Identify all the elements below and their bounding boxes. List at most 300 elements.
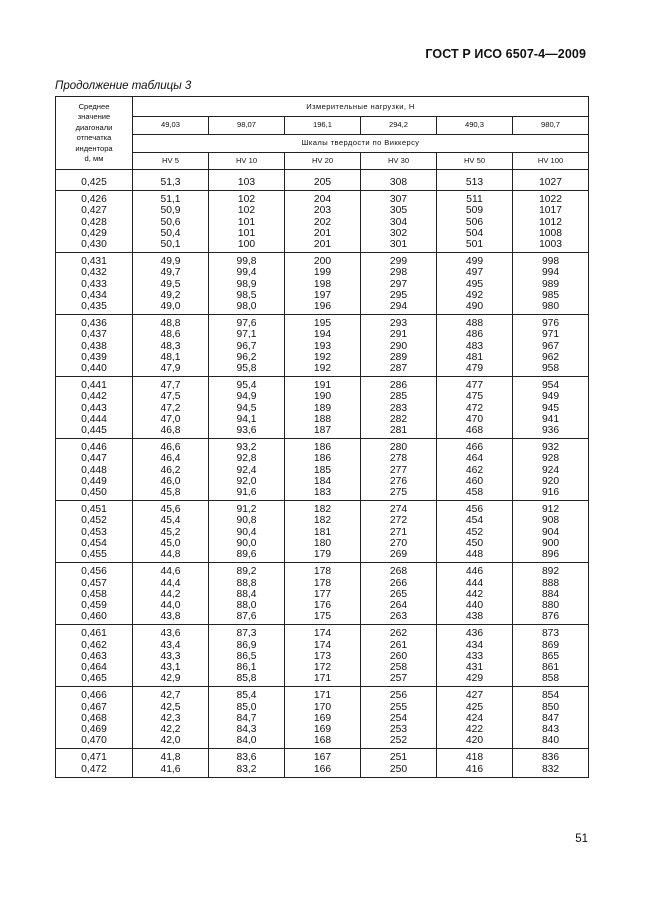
hardness-value: 98,9	[236, 278, 257, 290]
diagonal-header-line: диагонали	[75, 122, 113, 132]
hardness-value: 200	[313, 256, 332, 268]
hardness-cell	[285, 315, 361, 377]
hardness-value: 896	[541, 549, 560, 561]
diagonal-value: 0,436	[81, 318, 107, 330]
hardness-value: 205	[313, 177, 332, 188]
hardness-cell	[437, 377, 513, 439]
hardness-value: 980	[541, 301, 560, 313]
hardness-value: 177	[313, 588, 332, 600]
hardness-value: 86,9	[236, 639, 257, 651]
hardness-value: 201	[313, 239, 332, 251]
hardness-value: 47,5	[160, 391, 181, 403]
hardness-value: 294	[389, 301, 408, 313]
hardness-value: 87,6	[236, 611, 257, 623]
hardness-cell	[513, 563, 589, 625]
hardness-value: 44,6	[160, 566, 181, 578]
hardness-value: 495	[465, 278, 484, 290]
scale-label: HV 100	[513, 152, 589, 169]
hardness-value: 900	[541, 537, 560, 549]
hardness-value: 499	[465, 256, 484, 268]
hardness-value: 962	[541, 351, 560, 363]
hardness-value: 269	[389, 549, 408, 561]
diagonal-value: 0,425	[81, 177, 107, 188]
scales-title: Шкалы твердости по Виккерсу	[133, 134, 589, 152]
hardness-value: 967	[541, 340, 560, 352]
hardness-value: 263	[389, 611, 408, 623]
hardness-value: 90,0	[236, 537, 257, 549]
diagonal-value: 0,453	[81, 526, 107, 538]
diagonal-value: 0,433	[81, 278, 107, 290]
hardness-cell	[437, 749, 513, 777]
diagonal-value: 0,450	[81, 487, 107, 499]
hardness-value: 199	[313, 267, 332, 279]
load-value: 98,07	[209, 117, 285, 134]
hardness-value: 175	[313, 611, 332, 623]
diagonal-value: 0,464	[81, 661, 107, 673]
diagonal-value: 0,457	[81, 577, 107, 589]
hardness-value: 45,8	[160, 487, 181, 499]
hardness-cell	[209, 377, 285, 439]
hardness-value: 257	[389, 673, 408, 685]
hardness-value: 84,3	[236, 723, 257, 735]
scale-label: HV 30	[361, 152, 437, 169]
hardness-value: 436	[465, 628, 484, 640]
hardness-value: 166	[313, 763, 332, 775]
hardness-cell	[133, 315, 209, 377]
hardness-value: 1003	[539, 239, 562, 251]
hardness-cell	[513, 625, 589, 687]
diagonal-value: 0,467	[81, 701, 107, 713]
hardness-value: 46,8	[160, 425, 181, 437]
hardness-value: 251	[389, 752, 408, 764]
hardness-value: 43,1	[160, 661, 181, 673]
hardness-value: 196	[313, 301, 332, 313]
hardness-value: 836	[541, 752, 560, 764]
hardness-value: 100	[237, 239, 256, 251]
hardness-cell	[285, 439, 361, 501]
hardness-value: 203	[313, 205, 332, 217]
hardness-value: 98,5	[236, 289, 257, 301]
hardness-value: 488	[465, 318, 484, 330]
hardness-cell	[285, 563, 361, 625]
hardness-cell	[285, 749, 361, 777]
hardness-value: 268	[389, 566, 408, 578]
hardness-cell	[133, 625, 209, 687]
hardness-value: 448	[465, 549, 484, 561]
diagonal-value: 0,445	[81, 425, 107, 437]
diagonal-value: 0,427	[81, 205, 107, 217]
table-row-group	[56, 687, 589, 749]
hardness-value: 302	[389, 227, 408, 239]
hardness-value: 299	[389, 256, 408, 268]
hardness-value: 192	[313, 351, 332, 363]
hardness-value: 85,4	[236, 690, 257, 702]
hardness-value: 102	[237, 194, 256, 206]
hardness-value: 490	[465, 301, 484, 313]
hardness-value: 86,5	[236, 650, 257, 662]
hardness-cell	[513, 253, 589, 315]
hardness-cell	[133, 377, 209, 439]
hardness-cell	[513, 749, 589, 777]
hardness-value: 291	[389, 329, 408, 341]
diagonal-value: 0,429	[81, 227, 107, 239]
hardness-value: 44,4	[160, 577, 181, 589]
hardness-cell	[513, 174, 589, 191]
hardness-value: 94,1	[236, 413, 257, 425]
hardness-value: 42,0	[160, 735, 181, 747]
hardness-value: 98,0	[236, 301, 257, 313]
hardness-value: 420	[465, 735, 484, 747]
hardness-value: 438	[465, 611, 484, 623]
diagonal-value: 0,434	[81, 289, 107, 301]
hardness-value: 504	[465, 227, 484, 239]
hardness-value: 958	[541, 363, 560, 375]
diagonal-value: 0,435	[81, 301, 107, 313]
hardness-value: 48,1	[160, 351, 181, 363]
hardness-value: 51,3	[160, 177, 181, 188]
diagonal-value: 0,451	[81, 504, 107, 516]
diagonal-value: 0,468	[81, 712, 107, 724]
hardness-value: 454	[465, 515, 484, 527]
hardness-value: 174	[313, 639, 332, 651]
loads-title: Измерительные нагрузки, Н	[133, 97, 589, 117]
hardness-value: 908	[541, 515, 560, 527]
hardness-value: 865	[541, 650, 560, 662]
hardness-cell	[361, 749, 437, 777]
hardness-value: 932	[541, 442, 560, 454]
diagonal-cell	[56, 253, 133, 315]
hardness-cell	[285, 253, 361, 315]
hardness-value: 481	[465, 351, 484, 363]
hardness-value: 971	[541, 329, 560, 341]
hardness-value: 486	[465, 329, 484, 341]
hardness-value: 876	[541, 611, 560, 623]
diagonal-header-line: d, мм	[84, 154, 104, 163]
hardness-value: 912	[541, 504, 560, 516]
hardness-value: 176	[313, 599, 332, 611]
hardness-value: 920	[541, 475, 560, 487]
hardness-value: 192	[313, 363, 332, 375]
hardness-value: 924	[541, 464, 560, 476]
hardness-value: 254	[389, 712, 408, 724]
hardness-value: 45,0	[160, 537, 181, 549]
hardness-value: 271	[389, 526, 408, 538]
hardness-value: 858	[541, 673, 560, 685]
hardness-value: 458	[465, 487, 484, 499]
hardness-cell	[285, 174, 361, 191]
hardness-value: 869	[541, 639, 560, 651]
hardness-value: 475	[465, 391, 484, 403]
hardness-value: 172	[313, 661, 332, 673]
hardness-cell	[285, 377, 361, 439]
hardness-value: 431	[465, 661, 484, 673]
hardness-value: 501	[465, 239, 484, 251]
diagonal-value: 0,461	[81, 628, 107, 640]
table-row-group	[56, 315, 589, 377]
hardness-cell	[513, 377, 589, 439]
hardness-value: 49,5	[160, 278, 181, 290]
diagonal-value: 0,454	[81, 537, 107, 549]
hardness-value: 45,2	[160, 526, 181, 538]
hardness-value: 511	[466, 194, 483, 206]
diagonal-cell	[56, 501, 133, 563]
diagonal-value: 0,448	[81, 464, 107, 476]
hardness-value: 47,0	[160, 413, 181, 425]
hardness-cell	[437, 501, 513, 563]
hardness-value: 418	[465, 752, 484, 764]
hardness-value: 188	[313, 413, 332, 425]
hardness-cell	[209, 191, 285, 253]
hardness-table	[55, 96, 588, 823]
hardness-value: 283	[389, 402, 408, 414]
hardness-value: 255	[389, 701, 408, 713]
hardness-value: 102	[237, 205, 256, 217]
diagonal-value: 0,439	[81, 351, 107, 363]
table-row-group	[56, 563, 589, 625]
hardness-value: 282	[389, 413, 408, 425]
hardness-value: 936	[541, 425, 560, 437]
hardness-value: 928	[541, 453, 560, 465]
hardness-value: 49,2	[160, 289, 181, 301]
table-row-group	[56, 174, 589, 191]
hardness-cell	[209, 749, 285, 777]
hardness-value: 1022	[539, 194, 562, 206]
hardness-value: 87,3	[236, 628, 257, 640]
scale-label: HV 10	[209, 152, 285, 169]
hardness-value: 42,2	[160, 723, 181, 735]
hardness-value: 44,0	[160, 599, 181, 611]
hardness-value: 43,3	[160, 650, 181, 662]
hardness-value: 89,6	[236, 549, 257, 561]
hardness-value: 422	[465, 723, 484, 735]
hardness-value: 998	[541, 256, 560, 268]
hardness-value: 46,0	[160, 475, 181, 487]
hardness-value: 195	[313, 318, 332, 330]
hardness-cell	[437, 625, 513, 687]
hardness-value: 256	[389, 690, 408, 702]
diagonal-value: 0,472	[81, 763, 107, 775]
diagonal-value: 0,452	[81, 515, 107, 527]
hardness-value: 989	[541, 278, 560, 290]
diagonal-value: 0,459	[81, 599, 107, 611]
hardness-value: 178	[313, 577, 332, 589]
diagonal-cell	[56, 749, 133, 777]
hardness-value: 1017	[539, 205, 562, 217]
hardness-value: 194	[313, 329, 332, 341]
hardness-value: 84,7	[236, 712, 257, 724]
hardness-value: 197	[313, 289, 332, 301]
diagonal-header	[56, 97, 133, 170]
diagonal-cell	[56, 687, 133, 749]
hardness-value: 832	[541, 763, 560, 775]
hardness-value: 94,9	[236, 391, 257, 403]
hardness-value: 847	[541, 712, 560, 724]
hardness-value: 191	[313, 380, 332, 392]
hardness-value: 43,6	[160, 628, 181, 640]
hardness-value: 84,0	[236, 735, 257, 747]
hardness-value: 985	[541, 289, 560, 301]
hardness-value: 94,5	[236, 402, 257, 414]
hardness-value: 101	[237, 227, 256, 239]
hardness-cell	[513, 315, 589, 377]
diagonal-cell	[56, 625, 133, 687]
hardness-value: 266	[389, 577, 408, 589]
hardness-value: 470	[465, 413, 484, 425]
hardness-value: 450	[465, 537, 484, 549]
hardness-cell	[437, 253, 513, 315]
hardness-value: 304	[389, 216, 408, 228]
hardness-value: 298	[389, 267, 408, 279]
hardness-value: 85,8	[236, 673, 257, 685]
hardness-value: 506	[465, 216, 484, 228]
hardness-value: 307	[389, 194, 408, 206]
hardness-value: 444	[465, 577, 484, 589]
diagonal-value: 0,430	[81, 239, 107, 251]
hardness-value: 88,4	[236, 588, 257, 600]
hardness-value: 468	[465, 425, 484, 437]
hardness-cell	[361, 501, 437, 563]
hardness-cell	[133, 174, 209, 191]
hardness-value: 49,9	[160, 256, 181, 268]
diagonal-value: 0,469	[81, 723, 107, 735]
hardness-value: 180	[313, 537, 332, 549]
hardness-value: 45,6	[160, 504, 181, 516]
hardness-cell	[361, 377, 437, 439]
hardness-value: 45,4	[160, 515, 181, 527]
hardness-value: 44,2	[160, 588, 181, 600]
diagonal-value: 0,447	[81, 453, 107, 465]
diagonal-value: 0,432	[81, 267, 107, 279]
hardness-value: 479	[465, 363, 484, 375]
hardness-cell	[209, 563, 285, 625]
hardness-cell	[133, 749, 209, 777]
diagonal-value: 0,426	[81, 194, 107, 206]
hardness-cell	[209, 439, 285, 501]
diagonal-value: 0,438	[81, 340, 107, 352]
hardness-value: 892	[541, 566, 560, 578]
diagonal-cell	[56, 563, 133, 625]
hardness-value: 51,1	[160, 194, 181, 206]
scale-label: HV 20	[285, 152, 361, 169]
load-value: 980,7	[513, 117, 589, 134]
hardness-value: 169	[313, 712, 332, 724]
hardness-value: 904	[541, 526, 560, 538]
hardness-cell	[513, 687, 589, 749]
hardness-value: 472	[465, 402, 484, 414]
hardness-cell	[361, 625, 437, 687]
hardness-value: 202	[313, 216, 332, 228]
hardness-cell	[133, 687, 209, 749]
hardness-value: 1012	[539, 216, 562, 228]
diagonal-cell	[56, 315, 133, 377]
table-row-group	[56, 501, 589, 563]
table-row-group	[56, 749, 589, 777]
diagonal-value: 0,446	[81, 442, 107, 454]
hardness-value: 280	[389, 442, 408, 454]
hardness-cell	[133, 439, 209, 501]
hardness-cell	[361, 563, 437, 625]
table-row-group	[56, 253, 589, 315]
hardness-value: 167	[313, 752, 332, 764]
hardness-value: 843	[541, 723, 560, 735]
hardness-value: 440	[465, 599, 484, 611]
diagonal-value: 0,440	[81, 363, 107, 375]
diagonal-value: 0,442	[81, 391, 107, 403]
diagonal-value: 0,431	[81, 256, 107, 268]
hardness-value: 262	[389, 628, 408, 640]
hardness-value: 47,7	[160, 380, 181, 392]
hardness-value: 873	[541, 628, 560, 640]
hardness-value: 916	[541, 487, 560, 499]
hardness-cell	[285, 687, 361, 749]
hardness-value: 261	[389, 639, 408, 651]
hardness-cell	[209, 625, 285, 687]
hardness-value: 99,4	[236, 267, 257, 279]
hardness-value: 442	[465, 588, 484, 600]
hardness-value: 89,2	[236, 566, 257, 578]
hardness-value: 91,6	[236, 487, 257, 499]
table-row-group	[56, 377, 589, 439]
diagonal-value: 0,471	[81, 752, 107, 764]
hardness-value: 1008	[539, 227, 562, 239]
hardness-value: 95,8	[236, 363, 257, 375]
hardness-value: 433	[465, 650, 484, 662]
hardness-cell	[513, 501, 589, 563]
hardness-value: 295	[389, 289, 408, 301]
hardness-value: 183	[313, 487, 332, 499]
page-number: 51	[575, 833, 588, 845]
hardness-value: 50,6	[160, 216, 181, 228]
hardness-value: 49,7	[160, 267, 181, 279]
hardness-value: 954	[541, 380, 560, 392]
hardness-value: 46,2	[160, 464, 181, 476]
hardness-value: 941	[541, 413, 560, 425]
hardness-value: 92,0	[236, 475, 257, 487]
hardness-value: 272	[389, 515, 408, 527]
hardness-value: 91,2	[236, 504, 257, 516]
hardness-value: 287	[389, 363, 408, 375]
hardness-value: 264	[389, 599, 408, 611]
hardness-value: 253	[389, 723, 408, 735]
hardness-value: 201	[313, 227, 332, 239]
hardness-value: 44,8	[160, 549, 181, 561]
hardness-cell	[361, 191, 437, 253]
hardness-cell	[513, 191, 589, 253]
hardness-value: 185	[313, 464, 332, 476]
hardness-value: 416	[465, 763, 484, 775]
diagonal-value: 0,428	[81, 216, 107, 228]
diagonal-header-line: отпечатка	[76, 133, 112, 142]
hardness-cell	[361, 315, 437, 377]
hardness-value: 285	[389, 391, 408, 403]
hardness-value: 187	[313, 425, 332, 437]
hardness-cell	[361, 439, 437, 501]
load-value: 490,3	[437, 117, 513, 134]
hardness-value: 434	[465, 639, 484, 651]
hardness-value: 945	[541, 402, 560, 414]
scale-label: HV 5	[133, 152, 209, 169]
hardness-value: 86,1	[236, 661, 257, 673]
diagonal-value: 0,449	[81, 475, 107, 487]
hardness-value: 994	[541, 267, 560, 279]
hardness-value: 96,2	[236, 351, 257, 363]
hardness-value: 41,8	[160, 752, 181, 764]
hardness-value: 460	[465, 475, 484, 487]
hardness-value: 198	[313, 278, 332, 290]
hardness-value: 169	[313, 723, 332, 735]
hardness-value: 88,0	[236, 599, 257, 611]
hardness-value: 425	[465, 701, 484, 713]
